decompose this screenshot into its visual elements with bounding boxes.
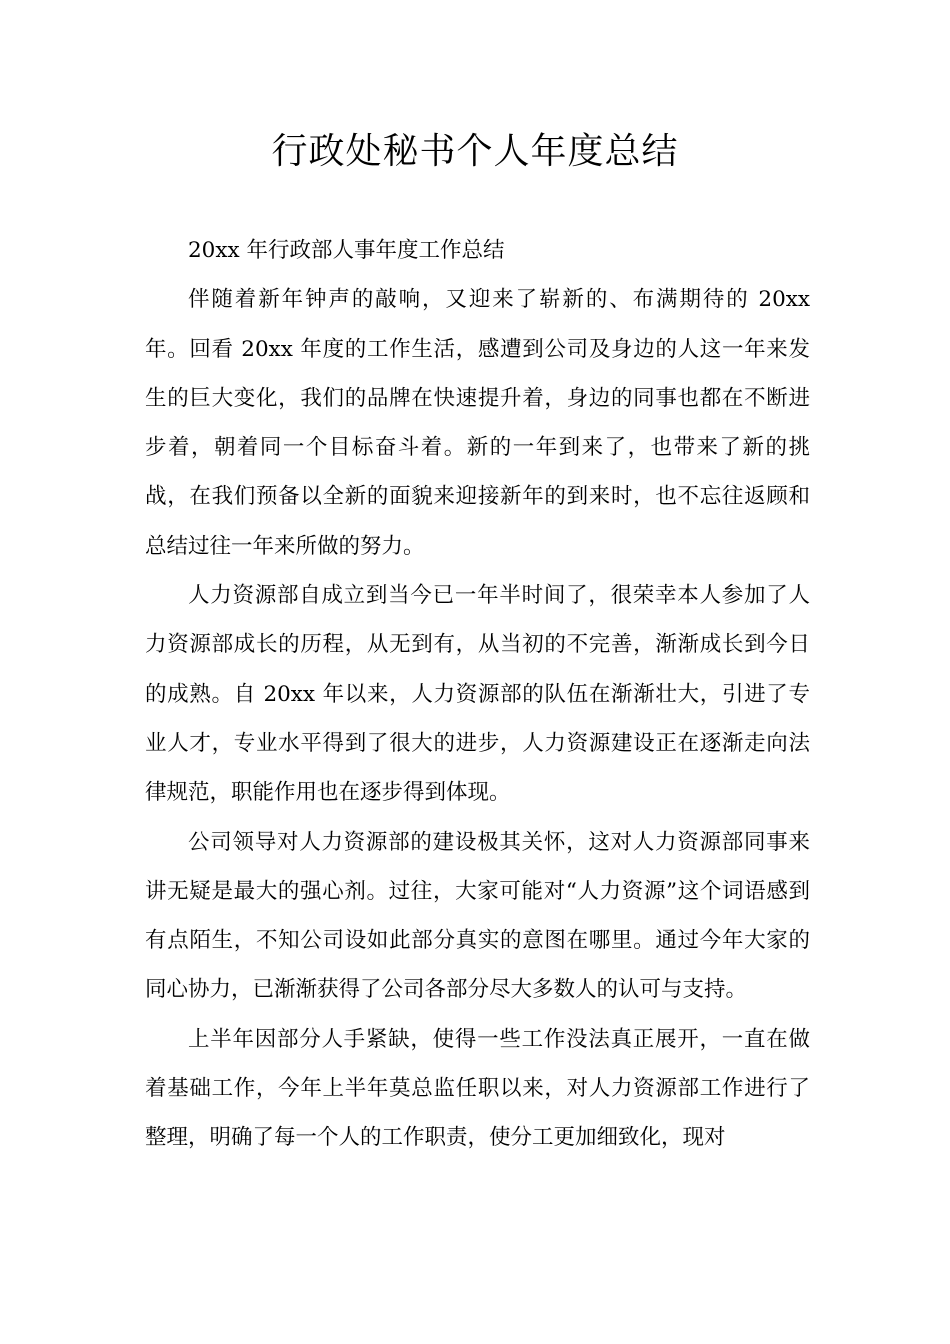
paragraph: 上半年因部分人手紧缺，使得一些工作没法真正展开，一直在做着基础工作，今年上半年莫总监任职以来，对人力资源部工作进行了整理，明确了每一个人的工作职责，使分工更加细致化，现对: [145, 1026, 810, 1151]
document-body: [145, 226, 810, 1163]
paragraph: 公司领导对人力资源部的建设极其关怀，这对人力资源部同事来讲无疑是最大的强心剂。过往，大家可能对“人力资源”这个词语感到有点陌生，不知公司设如此部分真实的意图在哪里。通过今年大家的同心协力，已渐渐获得了公司各部分尽大多数人的认可与支持。: [145, 829, 810, 1003]
paragraph-subtitle: 20xx 年行政部人事年度工作总结: [188, 238, 505, 263]
document-title: 行政处秘书个人年度总结: [271, 131, 679, 172]
paragraph: 伴随着新年钟声的敲响，又迎来了崭新的、布满期待的 20xx 年。回看 20xx 年度的工作生活，感遭到公司及身边的人这一年来发生的巨大变化，我们的品牌在快速提升着，身边的同事也都在不断进步着，朝着同一个目标奋斗着。新的一年到来了，也带来了新的挑战，在我们预备以全新的面貌来迎接新年的到来时，也不忘往返顾和总结过往一年来所做的努力。: [145, 287, 810, 559]
paragraph: 人力资源部自成立到当今已一年半时间了，很荣幸本人参加了人力资源部成长的历程，从无到有，从当初的不完善，渐渐成长到今日的成熟。自 20xx 年以来，人力资源部的队伍在渐渐壮大，引进了专业人才，专业水平得到了很大的进步，人力资源建设正在逐渐走向法律规范，职能作用也在逐步得到体现。: [145, 583, 810, 806]
